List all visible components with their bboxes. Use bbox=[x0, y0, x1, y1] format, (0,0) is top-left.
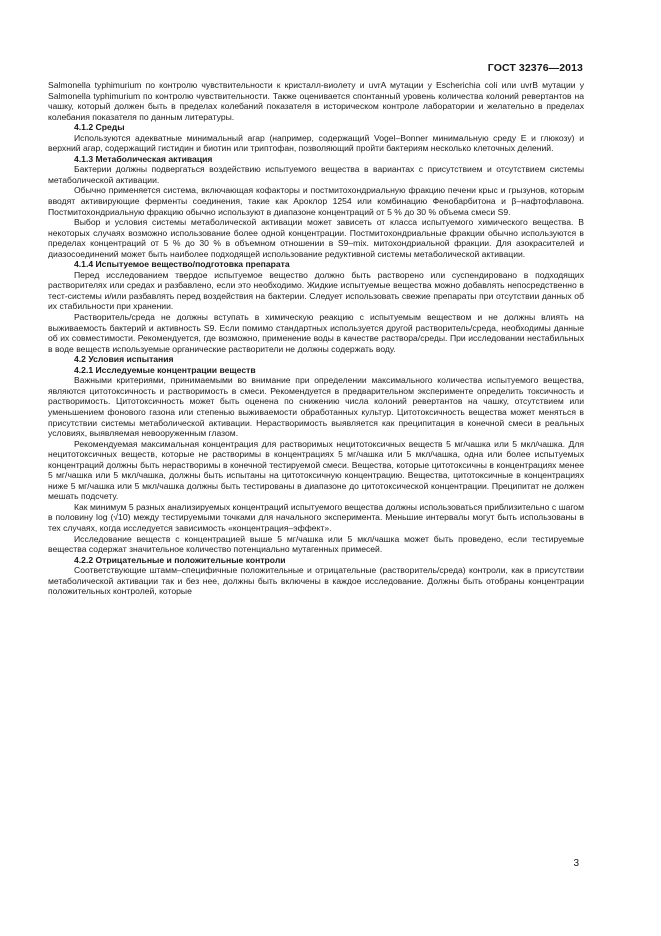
section-heading: 4.2 Условия испытания bbox=[74, 354, 174, 365]
paragraph: Важными критериями, принимаемыми во внимание при определении максимального количества испытуемого вещества, являются цитотоксичность и растворимость в смеси. Рекомендуется в предварительном эксперименте определить токсичность и растворимость. Цитотоксичность может быть оценена по снижению числа колоний ревертантов на чашку, отсутствием или уменьшением фонового газона или степенью выживаемости обработанных культур. Цитотоксичность вещества может меняться в присутствии системы метаболической активации. Нерастворимость выявляется как преципитация в конечной смеси в реальных условиях, выявляемая невооруженным глазом. bbox=[48, 375, 584, 439]
document-body bbox=[48, 80, 584, 597]
standard-designation: ГОСТ 32376—2013 bbox=[487, 62, 583, 74]
section-heading: 4.2.2 Отрицательные и положительные контроли bbox=[74, 554, 286, 565]
paragraph: Соответствующие штамм–специфичные положительные и отрицательные (растворитель/среда) контроли, как в присутствии метаболической активации так и без нее, должны быть включены в каждое исследование. Должны быть отобраны концентрации положительных контролей, которые bbox=[48, 565, 584, 597]
paragraph: Используются адекватные минимальный агар (например, содержащий Vogel–Bonner минимальную среду E и глюкозу) и верхний агар, содержащий гистидин и биотин или триптофан, позволяющий пройти бактериям несколько клеточных делений. bbox=[48, 132, 584, 154]
paragraph: Salmonella typhimurium по контролю чувствительности к кристалл-виолету и uvrA мутации у Escherichia coli или uvrB мутации у Salmonella typhimurium по контролю чувствительности. Также оценивается спонтанный уровень количества колоний ревертантов на чашку, который должен быть в пределах колебаний показателя в историческом контроле лаборатории и желательно в пределах колебания показателя по данным литературы. bbox=[48, 80, 584, 122]
paragraph: Растворитель/среда не должны вступать в химическую реакцию с испытуемым веществом и не должны влиять на выживаемость бактерий и активность S9. Если помимо стандартных используется другой растворитель/среда, необходимы данные об их совместимости. Рекомендуется, где возможно, применение воды в качестве раствора/среды. При исследовании нестабильных в воде веществ используемые органические растворители не должны содержать воду. bbox=[48, 312, 584, 354]
paragraph: Исследование веществ с концентрацией выше 5 мг/чашка или 5 мкл/чашка может быть проведено, если тестируемые вещества содержат значительное количество потенциально мутагенных примесей. bbox=[48, 533, 584, 555]
paragraph: Как минимум 5 разных анализируемых концентраций испытуемого вещества должны использоваться приблизительно с шагом в половину log (√10) между тестируемыми точками для начального эксперимента. Меньшие интервалы могут быть использованы в тех случаях, когда исследуется зависимость «концентрация–эффект». bbox=[48, 501, 584, 533]
paragraph: Рекомендуемая максимальная концентрация для растворимых нецитотоксичных веществ 5 мг/чашка или 5 мкл/чашка. Для нецитотоксичных веществ, которые не растворимы в концентрациях 5 мг/чашка или 5 мкл/чашка, одна или более испытуемых концентраций должны быть нерастворимы в конечной тестируемой смеси. Вещества, которые цитотоксичны в концентрациях менее 5 мг/чашка или 5 мкл/чашка, должны быть испытаны на цитотоксичную концентрацию. Вещества, цитотоксичные в концентрациях ниже 5 мг/чашка или 5 мкл/чашка должны быть тестированы в диапазоне до цитотоксической концентрации. Преципитат не должен мешать подсчету. bbox=[48, 438, 584, 502]
paragraph: Обычно применяется система, включающая кофакторы и постмитохондриальную фракцию печени крыс и грызунов, которым вводят активирующие ферменты соединения, такие как Ароклор 1254 или комбинацию Фенобарбитона и β–нафтофлавона. Постмитохондриальную фракцию обычно используют в диапазоне концентраций от 5 % до 30 % объема смеси S9. bbox=[48, 185, 584, 217]
page-number: 3 bbox=[573, 858, 579, 869]
section-heading: 4.2.1 Исследуемые концентрации веществ bbox=[74, 364, 256, 375]
section-heading: 4.1.2 Среды bbox=[74, 122, 125, 133]
paragraph: Бактерии должны подвергаться воздействию испытуемого вещества в вариантах с присутствием и отсутствием системы метаболической активации. bbox=[48, 164, 584, 185]
section-heading: 4.1.4 Испытуемое вещество/подготовка препарата bbox=[74, 259, 290, 270]
section-heading: 4.1.3 Метаболическая активация bbox=[74, 153, 213, 164]
paragraph: Перед исследованием твердое испытуемое вещество должно быть растворено или суспендировано в подходящих растворителях или средах и разбавлено, если это необходимо. Жидкие испытуемые вещества можно добавлять непосредственно в тест-системы и/или разбавлять перед воздействия на бактерии. Следует использовать свежие препараты при отсутствии данных об их стабильности при хранении. bbox=[48, 269, 584, 312]
paragraph: Выбор и условия системы метаболической активации может зависеть от класса испытуемого химического вещества. В некоторых случаях возможно использование более одной концентрации. Постмитохондриальные фракции обычно используются в пределах концентраций от 5 % до 30 % в объемном отношении в S9–mix. митохондриальной фракции. Для азокрасителей и диазосоединений может быть наиболее подходящей использование редуктивной системы метаболической активации. bbox=[48, 217, 584, 259]
